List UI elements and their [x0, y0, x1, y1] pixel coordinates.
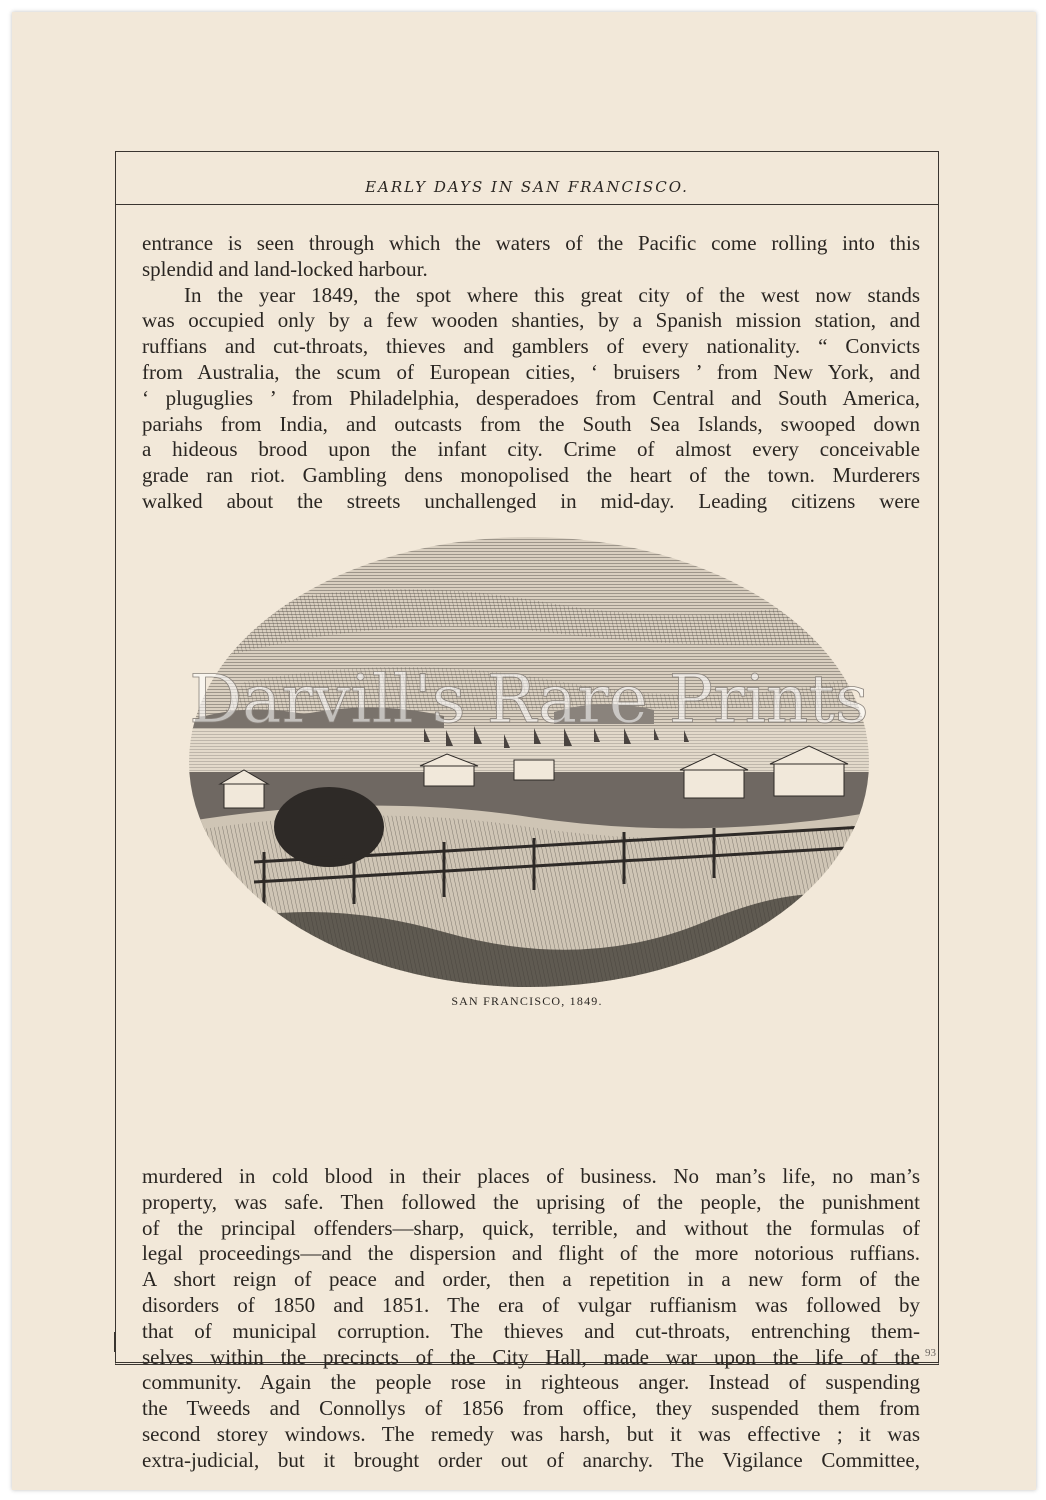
text-line: entrance is seen through which the waters of the Pacific come rolling into this [142, 231, 920, 255]
engraving-san-francisco-1849 [184, 532, 874, 992]
page-number: 93 [925, 1347, 936, 1359]
text-line: In the year 1849, the spot where this great city of the west now stands [184, 282, 920, 307]
text-line: pariahs from India, and outcasts from the South Sea Islands, swooped down [142, 411, 920, 436]
text-line: from Australia, the scum of European cities, ‘ bruisers ’ from New York, and [142, 359, 920, 384]
text-line: splendid and land-locked harbour. [142, 256, 428, 281]
text-line: legal proceedings—and the dispersion and flight of the more notorious ruffians. [142, 1241, 920, 1266]
head-rule [116, 204, 938, 205]
page-frame [115, 151, 939, 1472]
running-head: EARLY DAYS IN SAN FRANCISCO. [365, 178, 689, 196]
frame-tick [114, 1332, 116, 1352]
text-line: A short reign of peace and order, then a repetition in a new form of the [142, 1267, 920, 1292]
text-line: disorders of 1850 and 1851. The era of vulgar ruffianism was followed by [142, 1292, 920, 1317]
text-line: grade ran riot. Gambling dens monopolised the heart of the town. Murderers [142, 463, 920, 488]
paragraph-1 [142, 231, 920, 283]
text-line: murdered in cold blood in their places of business. No man’s life, no man’s [142, 1164, 920, 1188]
text-line: extra-judicial, but it brought order out of anarchy. The Vigilance Committee, [142, 1447, 920, 1472]
text-line: selves within the precincts of the City Hall, made war upon the life of the [142, 1344, 920, 1369]
text-block-top [142, 231, 920, 515]
figure-caption: SAN FRANCISCO, 1849. [451, 994, 603, 1008]
book-page [12, 12, 1036, 1490]
text-line: of the principal offenders—sharp, quick, terrible, and without the formulas of [142, 1215, 920, 1240]
text-line: was occupied only by a few wooden shanties, by a Spanish mission station, and [142, 308, 920, 333]
text-line: a hideous brood upon the infant city. Crime of almost every conceivable [142, 437, 920, 462]
text-line: that of municipal corruption. The thieves and cut-throats, entrenching them- [142, 1318, 920, 1343]
text-line: the Tweeds and Connollys of 1856 from office, they suspended them from [142, 1396, 920, 1421]
text-line: walked about the streets unchallenged in mid-day. Leading citizens were [142, 488, 920, 513]
text-line: community. Again the people rose in righteous anger. Instead of suspending [142, 1370, 920, 1395]
text-line: ‘ pluguglies ’ from Philadelphia, desperadoes from Central and South America, [142, 385, 920, 410]
text-line: property, was safe. Then followed the uprising of the people, the punishment [142, 1189, 920, 1214]
text-block-bottom [142, 1164, 920, 1474]
paragraph-2 [142, 283, 920, 515]
watermark: Darvill's Rare Prints [189, 661, 869, 738]
text-line: second storey windows. The remedy was harsh, but it was effective ; it was [142, 1421, 920, 1446]
text-line: ruffians and cut-throats, thieves and gamblers of every nationality. “ Convicts [142, 334, 920, 359]
